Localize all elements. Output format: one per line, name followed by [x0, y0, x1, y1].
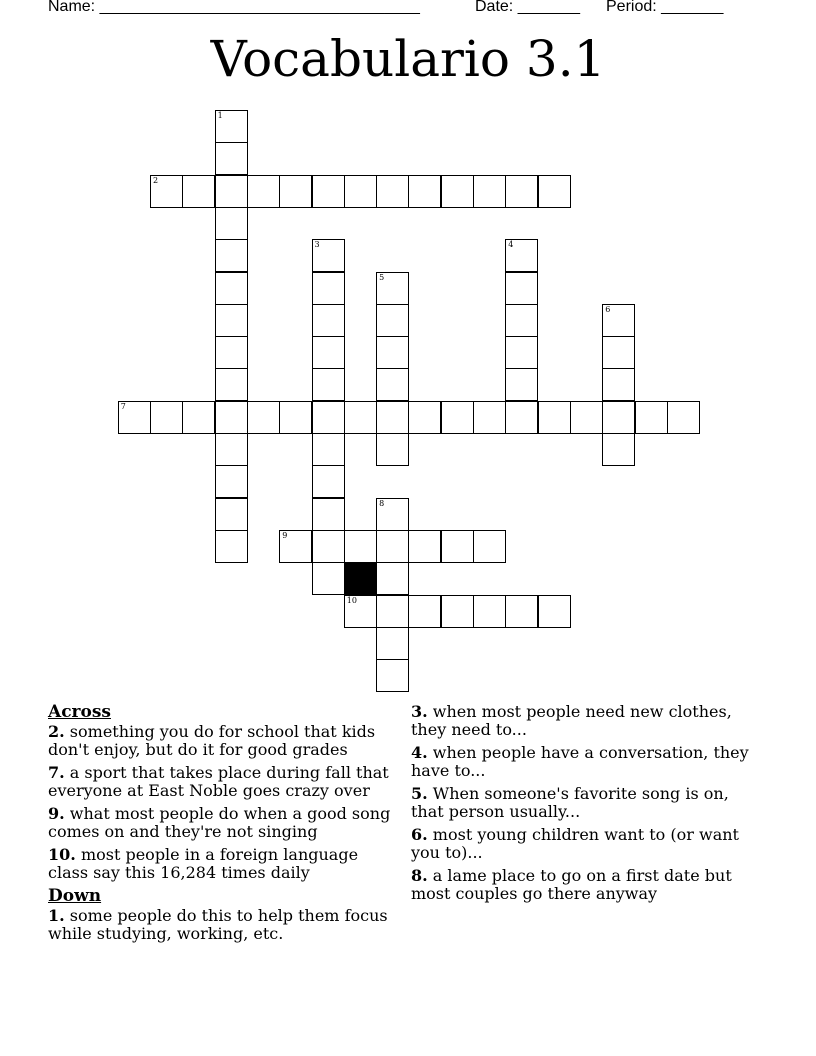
clue-down-3: 3. when most people need new clothes, they need to... [411, 702, 732, 739]
crossword-cell[interactable] [376, 336, 409, 369]
across-heading: Across [48, 702, 111, 722]
crossword-cell[interactable] [215, 142, 248, 175]
crossword-cell[interactable] [441, 401, 474, 434]
crossword-cell[interactable] [376, 530, 409, 563]
crossword-cell[interactable] [376, 401, 409, 434]
crossword-cell[interactable] [215, 272, 248, 305]
date-field[interactable]: Date: _______ [475, 0, 580, 15]
crossword-cell[interactable] [312, 304, 345, 337]
crossword-cell[interactable] [376, 304, 409, 337]
crossword-cell[interactable] [215, 207, 248, 240]
crossword-cell[interactable] [505, 304, 538, 337]
crossword-cell[interactable] [538, 595, 571, 628]
crossword-cell[interactable] [215, 110, 248, 143]
crossword-cell[interactable] [376, 433, 409, 466]
crossword-cell[interactable] [279, 175, 312, 208]
crossword-cell[interactable] [279, 401, 312, 434]
clue-number: 1 [217, 111, 223, 120]
clue-number: 7 [120, 401, 126, 411]
clue-across-2: 2. something you do for school that kids don't enjoy, but do it for good grades [48, 722, 376, 759]
clues-left-column [48, 703, 403, 948]
crossword-cell[interactable] [215, 175, 248, 208]
clues-right-column [411, 703, 766, 908]
crossword-cell[interactable] [182, 175, 215, 208]
crossword-cell[interactable] [441, 175, 474, 208]
crossword-cell[interactable] [215, 401, 248, 434]
crossword-cell[interactable] [376, 368, 409, 401]
crossword-cell[interactable] [505, 239, 538, 272]
crossword-cell[interactable] [215, 304, 248, 337]
crossword-cell[interactable] [376, 627, 409, 660]
crossword-cell[interactable] [473, 401, 506, 434]
crossword-cell[interactable] [441, 595, 474, 628]
clue-down-5: 5. When someone's favorite song is on, that person usually... [411, 784, 729, 821]
down-heading: Down [48, 886, 102, 906]
crossword-cell[interactable] [215, 433, 248, 466]
crossword-cell[interactable] [602, 401, 635, 434]
crossword-cell[interactable] [441, 530, 474, 563]
clue-number: 8 [379, 498, 385, 508]
crossword-cell[interactable] [344, 530, 377, 563]
clue-across-7: 7. a sport that takes place during fall that everyone at East Noble goes crazy over [48, 763, 389, 800]
crossword-cell[interactable] [538, 401, 571, 434]
crossword-cell[interactable] [312, 530, 345, 563]
crossword-cell[interactable] [215, 368, 248, 401]
crossword-cell[interactable] [312, 272, 345, 305]
clue-number: 2 [153, 175, 159, 185]
crossword-cell[interactable] [602, 304, 635, 337]
crossword-cell[interactable] [376, 659, 409, 692]
clue-number: 9 [282, 530, 288, 540]
crossword-cell[interactable] [344, 595, 377, 628]
crossword-cell[interactable] [635, 401, 668, 434]
crossword-cell[interactable] [312, 368, 345, 401]
crossword-cell[interactable] [215, 498, 248, 531]
crossword-cell[interactable] [505, 272, 538, 305]
clue-down-4: 4. when people have a conversation, they have to... [411, 743, 749, 780]
page-title: Vocabulario 3.1 [210, 30, 606, 88]
crossword-cell[interactable] [376, 272, 409, 305]
crossword-cell[interactable] [312, 433, 345, 466]
crossword-cell[interactable] [247, 401, 280, 434]
crossword-cell[interactable] [312, 498, 345, 531]
crossword-cell[interactable] [505, 368, 538, 401]
clue-across-10: 10. most people in a foreign language class say this 16,284 times daily [48, 845, 359, 882]
crossword-cell[interactable] [376, 562, 409, 595]
crossword-cell[interactable] [473, 175, 506, 208]
crossword-cell[interactable] [667, 401, 700, 434]
crossword-cell[interactable] [376, 175, 409, 208]
crossword-cell[interactable] [473, 595, 506, 628]
name-field[interactable]: Name: ____________________________________ [48, 0, 420, 15]
crossword-cell[interactable] [312, 175, 345, 208]
crossword-cell[interactable] [408, 530, 441, 563]
crossword-cell[interactable] [312, 562, 345, 595]
crossword-cell[interactable] [408, 175, 441, 208]
crossword-cell[interactable] [312, 401, 345, 434]
crossword-cell[interactable] [312, 465, 345, 498]
crossword-cell[interactable] [473, 530, 506, 563]
clue-number: 4 [508, 240, 514, 250]
crossword-cell[interactable] [602, 336, 635, 369]
crossword-cell[interactable] [570, 401, 603, 434]
clue-down-6: 6. most young children want to (or want you to)... [411, 825, 739, 862]
crossword-cell[interactable] [247, 175, 280, 208]
clue-number: 10 [346, 595, 357, 605]
crossword-cell[interactable] [344, 401, 377, 434]
crossword-cell[interactable] [312, 239, 345, 272]
crossword-cell[interactable] [602, 368, 635, 401]
crossword-cell[interactable] [505, 595, 538, 628]
clue-number: 6 [605, 304, 611, 314]
crossword-cell[interactable] [215, 530, 248, 563]
crossword-cell[interactable] [602, 433, 635, 466]
crossword-cell[interactable] [150, 175, 183, 208]
crossword-cell[interactable] [279, 530, 312, 563]
clue-down-1: 1. some people do this to help them focus while studying, working, etc. [48, 906, 388, 943]
crossword-cell[interactable] [505, 175, 538, 208]
clue-number: 5 [379, 272, 385, 282]
crossword-cell[interactable] [505, 336, 538, 369]
period-field[interactable]: Period: _______ [606, 0, 724, 15]
clue-across-9: 9. what most people do when a good song comes on and they're not singing [48, 804, 391, 841]
crossword-cell[interactable] [505, 401, 538, 434]
crossword-cell[interactable] [215, 336, 248, 369]
crossword-cell[interactable] [408, 595, 441, 628]
crossword-cell[interactable] [376, 595, 409, 628]
clue-number: 3 [314, 240, 320, 250]
crossword-cell[interactable] [215, 465, 248, 498]
clue-down-8: 8. a lame place to go on a first date but most couples go there anyway [411, 866, 732, 903]
crossword-cell[interactable] [150, 401, 183, 434]
crossword-cell[interactable] [182, 401, 215, 434]
crossword-cell[interactable] [408, 401, 441, 434]
crossword-cell[interactable] [344, 175, 377, 208]
crossword-cell[interactable] [376, 498, 409, 531]
crossword-cell[interactable] [312, 336, 345, 369]
crossword-cell[interactable] [538, 175, 571, 208]
crossword-cell[interactable] [215, 239, 248, 272]
crossword-cell[interactable] [118, 401, 151, 434]
crossword-block-cell [344, 562, 377, 595]
